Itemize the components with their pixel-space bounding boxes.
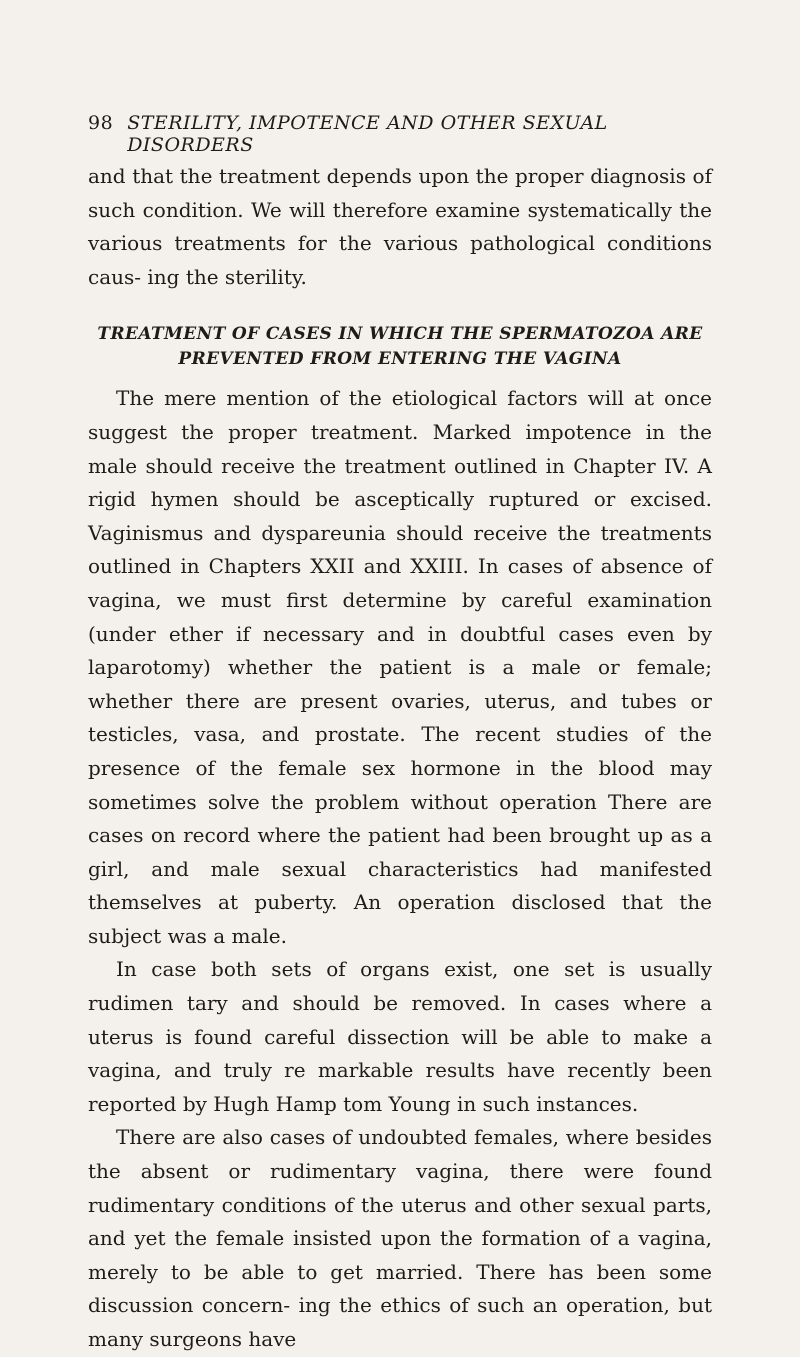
running-title: STERILITY, IMPOTENCE AND OTHER SEXUAL DISORDERS	[127, 112, 608, 156]
section-heading: TREATMENT OF CASES IN WHICH THE SPERMATOZOA ARE PREVENTED FROM ENTERING THE VAGINA	[97, 324, 703, 370]
paragraph-3: In case both sets of organs exist, one set is usually rudimen tary and should be removed. In cases where a uterus is found careful dissection will be able to make a vagina, and truly re markable results have recently been reported by Hugh Hamp tom Young in such instances.	[88, 957, 712, 1116]
page-number: 98	[88, 112, 114, 134]
page-content	[88, 160, 712, 1357]
paragraph-2: The mere mention of the etiological factors will at once suggest the proper treatment. Marked impotence in the male should receive the treatment outlined in Chapter IV. A rigid hymen should be asceptically ruptured or excised. Vaginismus and dyspareunia should receive the treatments outlined in Chapters XXII and XXIII. In cases of absence of vagina, we must first determine by careful examination (under ether if necessary and in doubtful cases even by laparotomy) whether the patient is a male or female; whether there are present ovaries, uterus, and tubes or testicles, vasa, and prostate. The recent studies of the presence of the female sex hormone in the blood may sometimes solve the problem without operation There are cases on record where the patient had been brought up as a girl, and male sexual characteristics had manifested themselves at puberty. An operation disclosed that the subject was a male.	[88, 386, 712, 948]
paragraph-1: and that the treatment depends upon the proper diagnosis of such condition. We will therefore examine systematically the various treatments for the various pathological conditions caus- ing the sterility.	[88, 164, 712, 289]
paragraph-4: There are also cases of undoubted females, where besides the absent or rudimentary vagina, there were found rudimentary conditions of the uterus and other sexual parts, and yet the female insisted upon the formation of a vagina, merely to be able to get married. There has been some discussion concern- ing the ethics of such an operation, but many surgeons have	[88, 1125, 712, 1351]
running-head	[88, 112, 712, 156]
